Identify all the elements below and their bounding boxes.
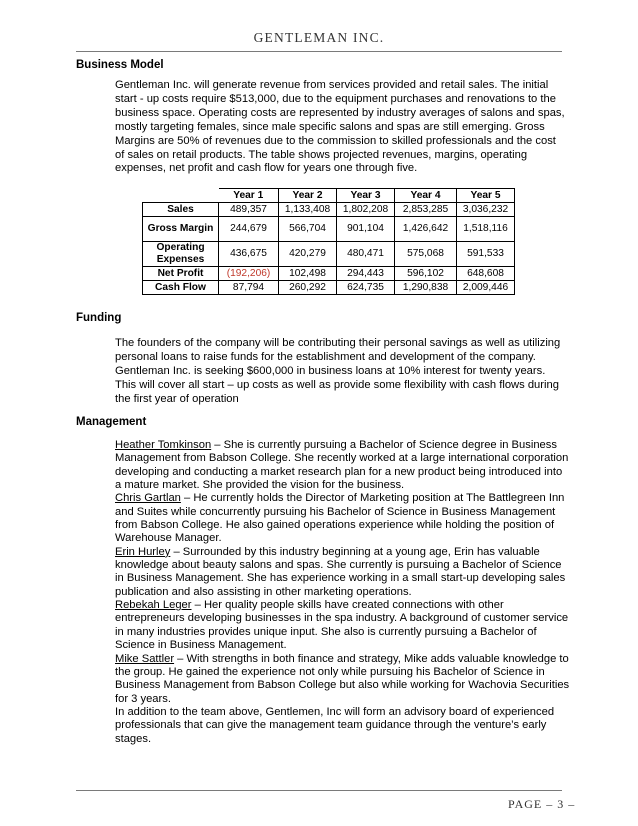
table-cell: 1,802,208 [337, 203, 395, 217]
table-cell: 1,426,642 [395, 217, 457, 242]
advisory-board-paragraph: In addition to the team above, Gentlemen, Inc will form an advisory board of experienced professionals that can give the management team guidance through the venture’s early stages. [115, 705, 555, 745]
table-cell: 489,357 [219, 203, 279, 217]
table-cell: 87,794 [219, 281, 279, 295]
table-cell: 575,068 [395, 242, 457, 267]
management-body [115, 439, 570, 746]
table-row [143, 267, 515, 281]
table-row [143, 281, 515, 295]
row-label-cash-flow: Cash Flow [143, 281, 219, 295]
table-cell: 3,036,232 [457, 203, 515, 217]
footer-divider [76, 790, 562, 791]
row-label-sales: Sales [143, 203, 219, 217]
table-cell: 2,009,446 [457, 281, 515, 295]
row-label-gross-margin: Gross Margin [143, 217, 219, 242]
business-model-heading: Business Model [76, 59, 164, 71]
team-member-bio: – Her quality people skills have created connections with other entrepreneurs developing businesses in the spa industry. A background of customer service in many industries provides unique input. She also is currently pursuing a Bachelor of Science in Business Management. [115, 599, 569, 652]
table-corner-cell [143, 189, 219, 203]
financial-projections-table [142, 188, 515, 295]
table-cell: 1,518,116 [457, 217, 515, 242]
document-header-title: GENTLEMAN INC. [253, 30, 385, 45]
table-cell: 596,102 [395, 267, 457, 281]
table-cell: 566,704 [279, 217, 337, 242]
team-member-bio: – Surrounded by this industry beginning at a young age, Erin has valuable knowledge about beauty salons and spas. She currently is pursuing a Bachelor of Science in Business Management. She has experience working in a small start-up developing sales publication and also assisting in other marketing operations. [115, 545, 566, 598]
table-column-header: Year 3 [337, 189, 395, 203]
table-row [143, 203, 515, 217]
table-cell: 260,292 [279, 281, 337, 295]
team-member-name: Mike Sattler [115, 652, 175, 665]
team-member-name: Rebekah Leger [115, 599, 192, 612]
table-cell: 591,533 [457, 242, 515, 267]
table-cell: 2,853,285 [395, 203, 457, 217]
funding-heading: Funding [76, 312, 122, 324]
table-cell: 420,279 [279, 242, 337, 267]
table-cell: 294,443 [337, 267, 395, 281]
team-member-bio: – He currently holds the Director of Marketing position at The Battlegreen Inn and Suites while concurrently pursuing his Bachelor of Science in Business Management from Babson College. He also gained operations experience while holding the position of Warehouse Manager. [115, 492, 565, 545]
table-cell: 480,471 [337, 242, 395, 267]
table-row [143, 242, 515, 267]
business-model-paragraph: Gentleman Inc. will generate revenue from services provided and retail sales. The initial start - up costs require $513,000, due to the equipment purchases and renovations to the business space. Operating costs are represented by industry averages of salons and spas, mostly targeting females, since male specific salons and spas are still emerging. Gross Margins are 50% of revenues due to the commission to skilled professionals and the cost of sales on retail products. The table shows projected revenues, margins, operating expenses, net profit and cash flow for years one through five. [115, 79, 565, 175]
table-cell: 436,675 [219, 242, 279, 267]
table-cell: 1,133,408 [279, 203, 337, 217]
table-column-header: Year 1 [219, 189, 279, 203]
row-label-net-profit: Net Profit [143, 267, 219, 281]
table-column-header: Year 5 [457, 189, 515, 203]
table-cell: 1,290,838 [395, 281, 457, 295]
table-cell: 624,735 [337, 281, 395, 295]
table-column-header: Year 2 [279, 189, 337, 203]
team-member-name: Heather Tomkinson [115, 439, 212, 451]
table-cell: 102,498 [279, 267, 337, 281]
team-member-name: Erin Hurley [115, 545, 171, 558]
header-divider [76, 51, 562, 52]
table-row [143, 217, 515, 242]
table-cell: 648,608 [457, 267, 515, 281]
table-header-row [143, 189, 515, 203]
table-cell: 244,679 [219, 217, 279, 242]
page-number: PAGE – 3 – [508, 797, 576, 811]
funding-paragraph: The founders of the company will be contributing their personal savings as well as utilizing personal loans to raise funds for the establishment and development of the company. Gentleman Inc. is seeking $600,000 in business loans at 10% interest for twenty years. This will cover all start – up costs as well as provide some flexibility with cash flows during the first year of operation [115, 337, 561, 405]
team-member-bio: – With strengths in both finance and strategy, Mike adds valuable knowledge to the group. He gained the experience not only while pursuing his Bachelor of Science in Business Management from Babson College but also while working for Wachovia Securities for 3 years. [115, 652, 570, 705]
table-cell: 901,104 [337, 217, 395, 242]
row-label-operating-expenses: Operating Expenses [143, 242, 219, 267]
team-member-bio: – She is currently pursuing a Bachelor of Science degree in Business Management from Babson College. She recently worked at a large international corporation developing and conducting a market research plan for a new product being introduced into a mature market. She provided the vision for the business. [115, 439, 569, 492]
table-cell-negative: (192,206) [219, 267, 279, 281]
team-member-name: Chris Gartlan [115, 492, 181, 505]
table-column-header: Year 4 [395, 189, 457, 203]
management-heading: Management [76, 416, 147, 428]
